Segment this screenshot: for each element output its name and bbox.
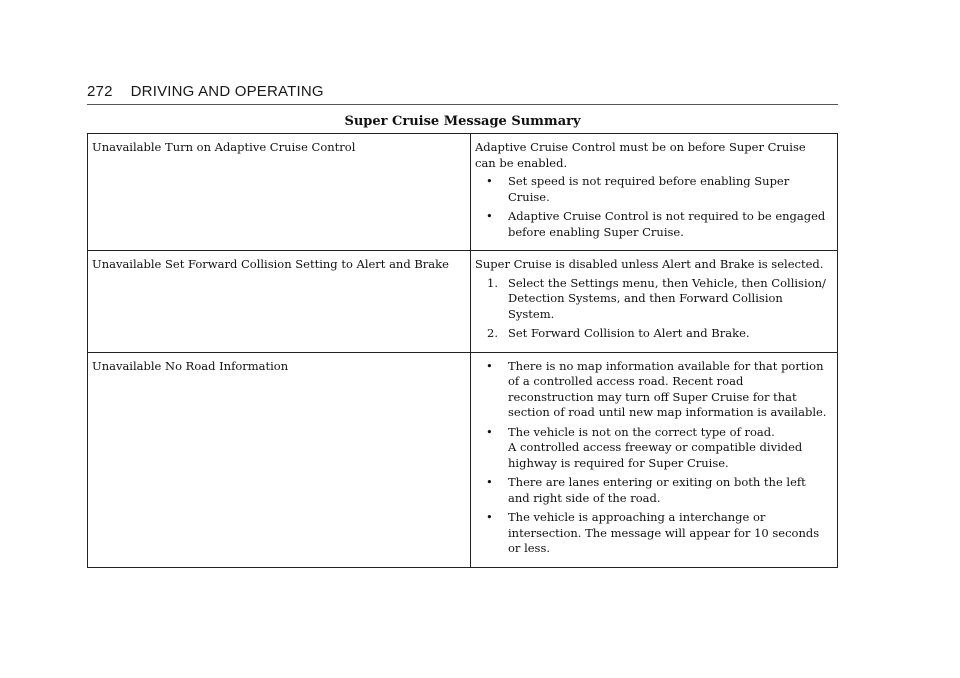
item-text: Select the Settings menu, then Vehicle, then Collision/ Detection Systems, and then Forward Collision System.: [508, 275, 826, 321]
description-cell: [471, 134, 838, 251]
header-rule: [87, 104, 838, 105]
description-intro: Super Cruise is disabled unless Alert and Brake is selected.: [475, 257, 824, 271]
page-number: 272: [87, 83, 113, 100]
bullet-item: [475, 510, 829, 557]
description-cell: [471, 251, 838, 353]
page-header: [87, 83, 324, 100]
section-title: DRIVING AND OPERATING: [130, 83, 324, 100]
item-text: Adaptive Cruise Control is not required to be engaged before enabling Super Cruise.: [508, 209, 826, 239]
bullet-icon: •: [486, 358, 493, 373]
message-cell: Unavailable No Road Information: [88, 352, 471, 567]
table-body: [88, 134, 838, 568]
bullet-item: [475, 475, 829, 506]
bullet-icon: •: [486, 510, 493, 524]
item-text: Set speed is not required before enabling Super Cruise.: [508, 174, 790, 204]
bullet-icon: •: [486, 475, 493, 489]
message-summary-table: [87, 133, 838, 568]
item-text: There is no map information available for that portion of a controlled access road. Recent road reconstruction may turn off Super Cruise for that section of road until new map information is available.: [508, 358, 827, 419]
step-number: 2.: [487, 326, 498, 340]
bullet-item: [475, 425, 829, 472]
table-title: Super Cruise Message Summary: [344, 114, 581, 129]
bullet-item: [475, 174, 829, 205]
step-number: 1.: [487, 275, 498, 290]
item-text: Set Forward Collision to Alert and Brake.: [508, 326, 750, 340]
item-text: The vehicle is approaching a interchange or intersection. The message will appear for 10 seconds or less.: [508, 510, 820, 555]
numbered-step: [475, 276, 829, 323]
numbered-step: [475, 326, 829, 342]
bullet-item: [475, 359, 829, 421]
item-text: The vehicle is not on the correct type of road.: [508, 424, 775, 439]
message-cell: Unavailable Set Forward Collision Setting to Alert and Brake: [88, 251, 471, 353]
bullet-item: [475, 209, 829, 240]
item-text: There are lanes entering or exiting on both the left and right side of the road.: [508, 475, 806, 505]
table-row: [88, 352, 838, 567]
message-cell: Unavailable Turn on Adaptive Cruise Control: [88, 134, 471, 251]
description-cell: [471, 352, 838, 567]
bullet-icon: •: [486, 209, 493, 223]
item-text: A controlled access freeway or compatible divided highway is required for Super Cruise.: [508, 440, 803, 470]
table-row: [88, 251, 838, 353]
bullet-icon: •: [486, 174, 493, 188]
description-intro: Adaptive Cruise Control must be on before Super Cruise can be enabled.: [475, 140, 806, 170]
bullet-icon: •: [486, 424, 493, 439]
table-row: [88, 134, 838, 251]
